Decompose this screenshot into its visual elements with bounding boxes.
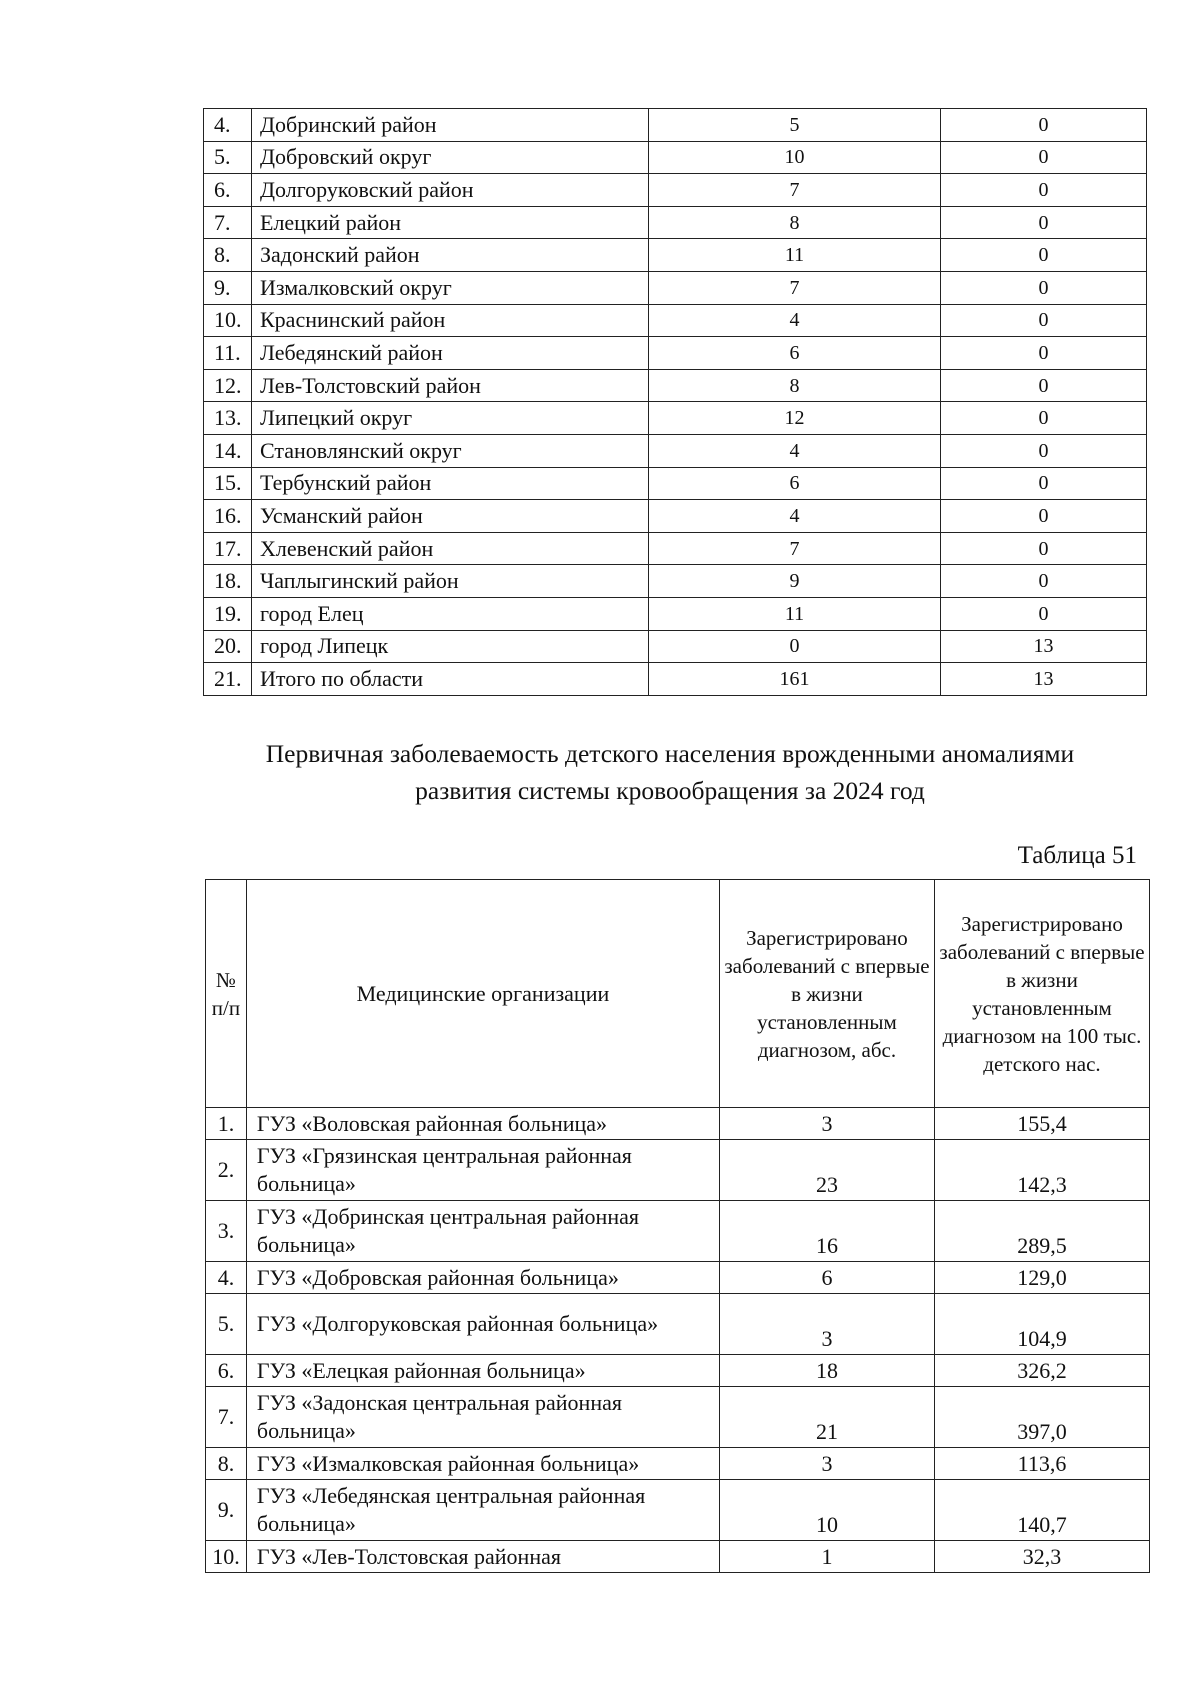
row-number: 10.: [206, 1541, 247, 1573]
district-name: Липецкий округ: [252, 402, 649, 435]
table-row: [206, 1262, 1150, 1294]
abs-value: 1: [719, 1541, 934, 1573]
table-row: [204, 271, 1147, 304]
table-row: [204, 369, 1147, 402]
table-row: [206, 1294, 1150, 1355]
row-number: 9.: [206, 1480, 247, 1541]
row-number: 8.: [204, 239, 252, 272]
value-2: 0: [941, 174, 1147, 207]
caption-line-1: Первичная заболеваемость детского населения врожденными аномалиями: [265, 739, 1075, 768]
value-1: 7: [649, 271, 941, 304]
district-table-body: [204, 109, 1147, 696]
value-1: 0: [649, 630, 941, 663]
header-rate: Зарегистрировано заболеваний с впервые в жизни установленным диагнозом на 100 тыс. детского нас.: [934, 880, 1149, 1108]
table-row: [204, 597, 1147, 630]
district-name: Хлевенский район: [252, 532, 649, 565]
value-1: 161: [649, 663, 941, 696]
abs-value: 3: [719, 1108, 934, 1140]
value-2: 0: [941, 500, 1147, 533]
organization-name: ГУЗ «Долгоруковская районная больница»: [246, 1294, 719, 1355]
table-row: [204, 565, 1147, 598]
table-header-row: [206, 880, 1150, 1108]
table-row: [204, 304, 1147, 337]
value-1: 8: [649, 206, 941, 239]
row-number: 11.: [204, 337, 252, 370]
abs-value: 16: [719, 1201, 934, 1262]
abs-value: 23: [719, 1140, 934, 1201]
district-name: Лебедянский район: [252, 337, 649, 370]
row-number: 20.: [204, 630, 252, 663]
rate-value: 104,9: [934, 1294, 1149, 1355]
value-1: 5: [649, 109, 941, 142]
table-row: [206, 1355, 1150, 1387]
table-row: [206, 1108, 1150, 1140]
row-number: 1.: [206, 1108, 247, 1140]
value-1: 11: [649, 239, 941, 272]
value-2: 0: [941, 206, 1147, 239]
table-row: [204, 239, 1147, 272]
table-row: [206, 1201, 1150, 1262]
caption-line-2: развития системы кровообращения за 2024 год: [415, 776, 925, 805]
row-number: 4.: [206, 1262, 247, 1294]
organization-name: ГУЗ «Лебедянская центральная районная больница»: [246, 1480, 719, 1541]
table-row: [204, 500, 1147, 533]
value-2: 0: [941, 467, 1147, 500]
row-number: 21.: [204, 663, 252, 696]
rate-value: 140,7: [934, 1480, 1149, 1541]
organization-name: ГУЗ «Грязинская центральная районная больница»: [246, 1140, 719, 1201]
table-number: Таблица 51: [1017, 842, 1137, 869]
value-1: 7: [649, 532, 941, 565]
value-1: 12: [649, 402, 941, 435]
district-name: Усманский район: [252, 500, 649, 533]
row-number: 13.: [204, 402, 252, 435]
table-row: [204, 174, 1147, 207]
value-1: 6: [649, 337, 941, 370]
rate-value: 113,6: [934, 1448, 1149, 1480]
organization-name: ГУЗ «Елецкая районная больница»: [246, 1355, 719, 1387]
district-name: Тербунский район: [252, 467, 649, 500]
rate-value: 289,5: [934, 1201, 1149, 1262]
row-number: 18.: [204, 565, 252, 598]
rate-value: 142,3: [934, 1140, 1149, 1201]
rate-value: 397,0: [934, 1387, 1149, 1448]
organization-name: ГУЗ «Воловская районная больница»: [246, 1108, 719, 1140]
table-row: [204, 109, 1147, 142]
rate-value: 129,0: [934, 1262, 1149, 1294]
district-name: Добринский район: [252, 109, 649, 142]
district-name: Добровский округ: [252, 141, 649, 174]
table-row: [206, 1387, 1150, 1448]
rate-value: 32,3: [934, 1541, 1149, 1573]
district-name: Долгоруковский район: [252, 174, 649, 207]
abs-value: 18: [719, 1355, 934, 1387]
row-number: 7.: [204, 206, 252, 239]
row-number: 10.: [204, 304, 252, 337]
table-row: [206, 1140, 1150, 1201]
district-name: Краснинский район: [252, 304, 649, 337]
district-name: Лев-Толстовский район: [252, 369, 649, 402]
abs-value: 3: [719, 1448, 934, 1480]
district-name: город Липецк: [252, 630, 649, 663]
value-1: 11: [649, 597, 941, 630]
abs-value: 21: [719, 1387, 934, 1448]
row-number: 4.: [204, 109, 252, 142]
district-name: Задонский район: [252, 239, 649, 272]
district-name: город Елец: [252, 597, 649, 630]
organization-table-body: [206, 880, 1150, 1573]
value-1: 4: [649, 304, 941, 337]
table-row: [206, 1541, 1150, 1573]
row-number: 17.: [204, 532, 252, 565]
row-number: 12.: [204, 369, 252, 402]
value-1: 7: [649, 174, 941, 207]
organization-name: ГУЗ «Лев-Толстовская районная: [246, 1541, 719, 1573]
value-1: 8: [649, 369, 941, 402]
organization-name: ГУЗ «Задонская центральная районная больница»: [246, 1387, 719, 1448]
table-caption: [190, 735, 1150, 809]
organization-name: ГУЗ «Добровская районная больница»: [246, 1262, 719, 1294]
row-number: 19.: [204, 597, 252, 630]
organization-table: [205, 879, 1150, 1573]
district-name: Итого по области: [252, 663, 649, 696]
row-number: 5.: [204, 141, 252, 174]
table-row: [204, 402, 1147, 435]
district-name: Чаплыгинский район: [252, 565, 649, 598]
value-1: 4: [649, 500, 941, 533]
table-row: [204, 337, 1147, 370]
row-number: 3.: [206, 1201, 247, 1262]
district-name: Елецкий район: [252, 206, 649, 239]
row-number: 16.: [204, 500, 252, 533]
table-row: [204, 141, 1147, 174]
rate-value: 155,4: [934, 1108, 1149, 1140]
value-2: 0: [941, 597, 1147, 630]
value-2: 0: [941, 239, 1147, 272]
table-row: [204, 630, 1147, 663]
row-number: 14.: [204, 434, 252, 467]
abs-value: 10: [719, 1480, 934, 1541]
row-number: 7.: [206, 1387, 247, 1448]
table-row: [206, 1448, 1150, 1480]
header-org: Медицинские организации: [246, 880, 719, 1108]
value-1: 10: [649, 141, 941, 174]
table-row: [206, 1480, 1150, 1541]
district-name: Измалковский округ: [252, 271, 649, 304]
abs-value: 3: [719, 1294, 934, 1355]
row-number: 6.: [206, 1355, 247, 1387]
organization-name: ГУЗ «Добринская центральная районная больница»: [246, 1201, 719, 1262]
table-row: [204, 434, 1147, 467]
district-name: Становлянский округ: [252, 434, 649, 467]
value-2: 0: [941, 532, 1147, 565]
value-2: 0: [941, 109, 1147, 142]
value-1: 6: [649, 467, 941, 500]
value-1: 4: [649, 434, 941, 467]
row-number: 2.: [206, 1140, 247, 1201]
value-2: 13: [941, 630, 1147, 663]
row-number: 8.: [206, 1448, 247, 1480]
abs-value: 6: [719, 1262, 934, 1294]
value-2: 0: [941, 271, 1147, 304]
rate-value: 326,2: [934, 1355, 1149, 1387]
table-row: [204, 206, 1147, 239]
table-row: [204, 532, 1147, 565]
table-row: [204, 467, 1147, 500]
row-number: 5.: [206, 1294, 247, 1355]
value-2: 0: [941, 434, 1147, 467]
value-2: 0: [941, 141, 1147, 174]
table-row: [204, 663, 1147, 696]
value-2: 13: [941, 663, 1147, 696]
value-1: 9: [649, 565, 941, 598]
value-2: 0: [941, 369, 1147, 402]
value-2: 0: [941, 337, 1147, 370]
header-abs: Зарегистрировано заболеваний с впервые в жизни установленным диагнозом, абс.: [719, 880, 934, 1108]
value-2: 0: [941, 402, 1147, 435]
value-2: 0: [941, 304, 1147, 337]
organization-name: ГУЗ «Измалковская районная больница»: [246, 1448, 719, 1480]
row-number: 15.: [204, 467, 252, 500]
row-number: 9.: [204, 271, 252, 304]
value-2: 0: [941, 565, 1147, 598]
row-number: 6.: [204, 174, 252, 207]
district-table: [203, 108, 1147, 696]
header-num: № п/п: [206, 880, 247, 1108]
